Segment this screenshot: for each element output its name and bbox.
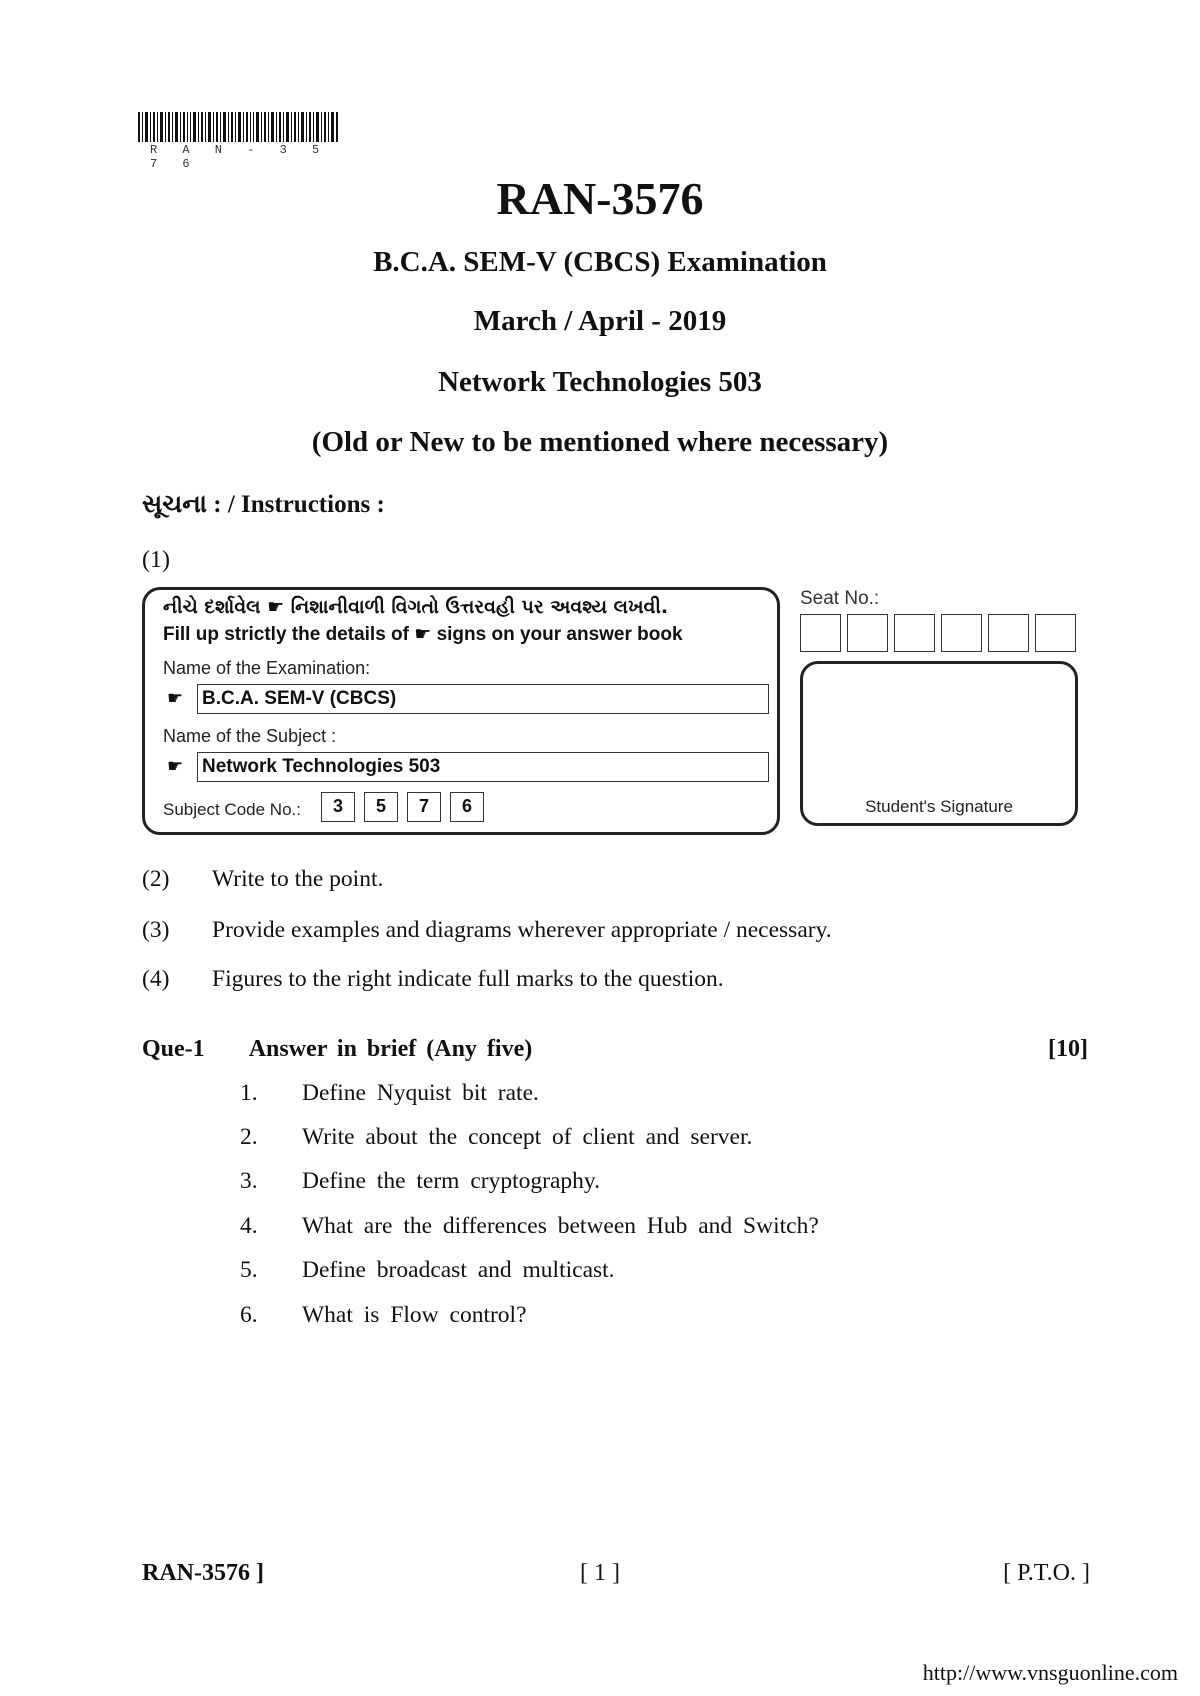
seat-number-box [800,614,841,652]
instruction-item [142,866,383,893]
question-title: Answer in brief (Any five) [248,1036,533,1062]
signature-box [800,661,1078,826]
footer-paper-code: RAN-3576 ] [142,1560,264,1586]
answer-book-details-box [142,587,780,835]
question-item-text: What are the differences between Hub and Switch? [302,1213,819,1239]
question-item [240,1302,527,1329]
question-1-heading [142,1036,1088,1063]
exam-date: March / April - 2019 [473,305,727,337]
barcode [138,112,338,142]
question-item-number: 1. [240,1080,258,1106]
question-item [240,1257,615,1284]
question-label: Que-1 [142,1036,205,1062]
instruction-number: (2) [142,866,170,892]
exam-name: B.C.A. SEM-V (CBCS) Examination [373,246,827,278]
barcode-text: R A N - 3 5 7 6 [150,143,329,171]
question-item-text: Define broadcast and multicast. [302,1257,615,1283]
instruction-item [142,966,724,993]
question-item [240,1080,539,1107]
pointing-hand-icon: ☛ [167,756,184,776]
exam-name-label: Name of the Examination: [163,658,371,678]
paper-code-title: RAN-3576 [496,173,704,224]
question-marks: [10] [1048,1036,1088,1062]
question-item-number: 4. [240,1213,258,1239]
page-number: [ 1 ] [580,1560,620,1586]
instructions-heading: સૂચના : / Instructions : [142,491,385,518]
english-instruction: Fill up strictly the details of ☛ signs on your answer book [163,624,683,645]
instruction-1-number: (1) [142,547,170,573]
instruction-number: (4) [142,966,170,992]
question-item-text: Define the term cryptography. [302,1168,600,1194]
instruction-text: Figures to the right indicate full marks to the question. [212,966,724,992]
seat-number-box [894,614,935,652]
instruction-number: (3) [142,917,170,943]
instruction-text: Provide examples and diagrams wherever appropriate / necessary. [212,917,832,943]
seat-number-box [1035,614,1076,652]
subject-code-digit: 6 [450,792,484,822]
question-item-number: 6. [240,1302,258,1328]
signature-label: Student's Signature [865,797,1013,816]
question-item-number: 5. [240,1257,258,1283]
subject-name-field: Network Technologies 503 [197,752,769,782]
seat-number-box [847,614,888,652]
seat-number-box [988,614,1029,652]
subject-title: Network Technologies 503 [438,366,762,398]
question-item-number: 3. [240,1168,258,1194]
question-item [240,1213,819,1240]
instruction-item [142,917,832,944]
subject-code-boxes [321,792,484,822]
subject-code-digit: 5 [364,792,398,822]
question-item-text: What is Flow control? [302,1302,527,1328]
question-item [240,1168,600,1195]
question-item-text: Write about the concept of client and server. [302,1124,753,1150]
seat-number-boxes [800,614,1076,652]
subject-code-digit: 7 [407,792,441,822]
gujarati-instruction: નીચે દર્શાવેલ ☛ નિશાનીવાળી વિગતો ઉત્તરવહી પર અવશ્ય લખવી. [163,596,669,618]
exam-name-field: B.C.A. SEM-V (CBCS) [197,684,769,714]
question-item [240,1124,752,1151]
question-item-text: Define Nyquist bit rate. [302,1080,539,1106]
source-url[interactable]: http://www.vnsguonline.com [922,1660,1178,1685]
seat-number-label: Seat No.: [800,588,880,609]
instruction-text: Write to the point. [212,866,384,892]
subject-name-label: Name of the Subject : [163,726,337,746]
subject-code-label: Subject Code No.: [163,800,301,819]
question-item-number: 2. [240,1124,258,1150]
pto-marker: [ P.T.O. ] [1003,1560,1090,1586]
pointing-hand-icon: ☛ [167,688,184,708]
subject-code-digit: 3 [321,792,355,822]
old-new-note: (Old or New to be mentioned where necessary) [311,426,889,458]
seat-number-box [941,614,982,652]
